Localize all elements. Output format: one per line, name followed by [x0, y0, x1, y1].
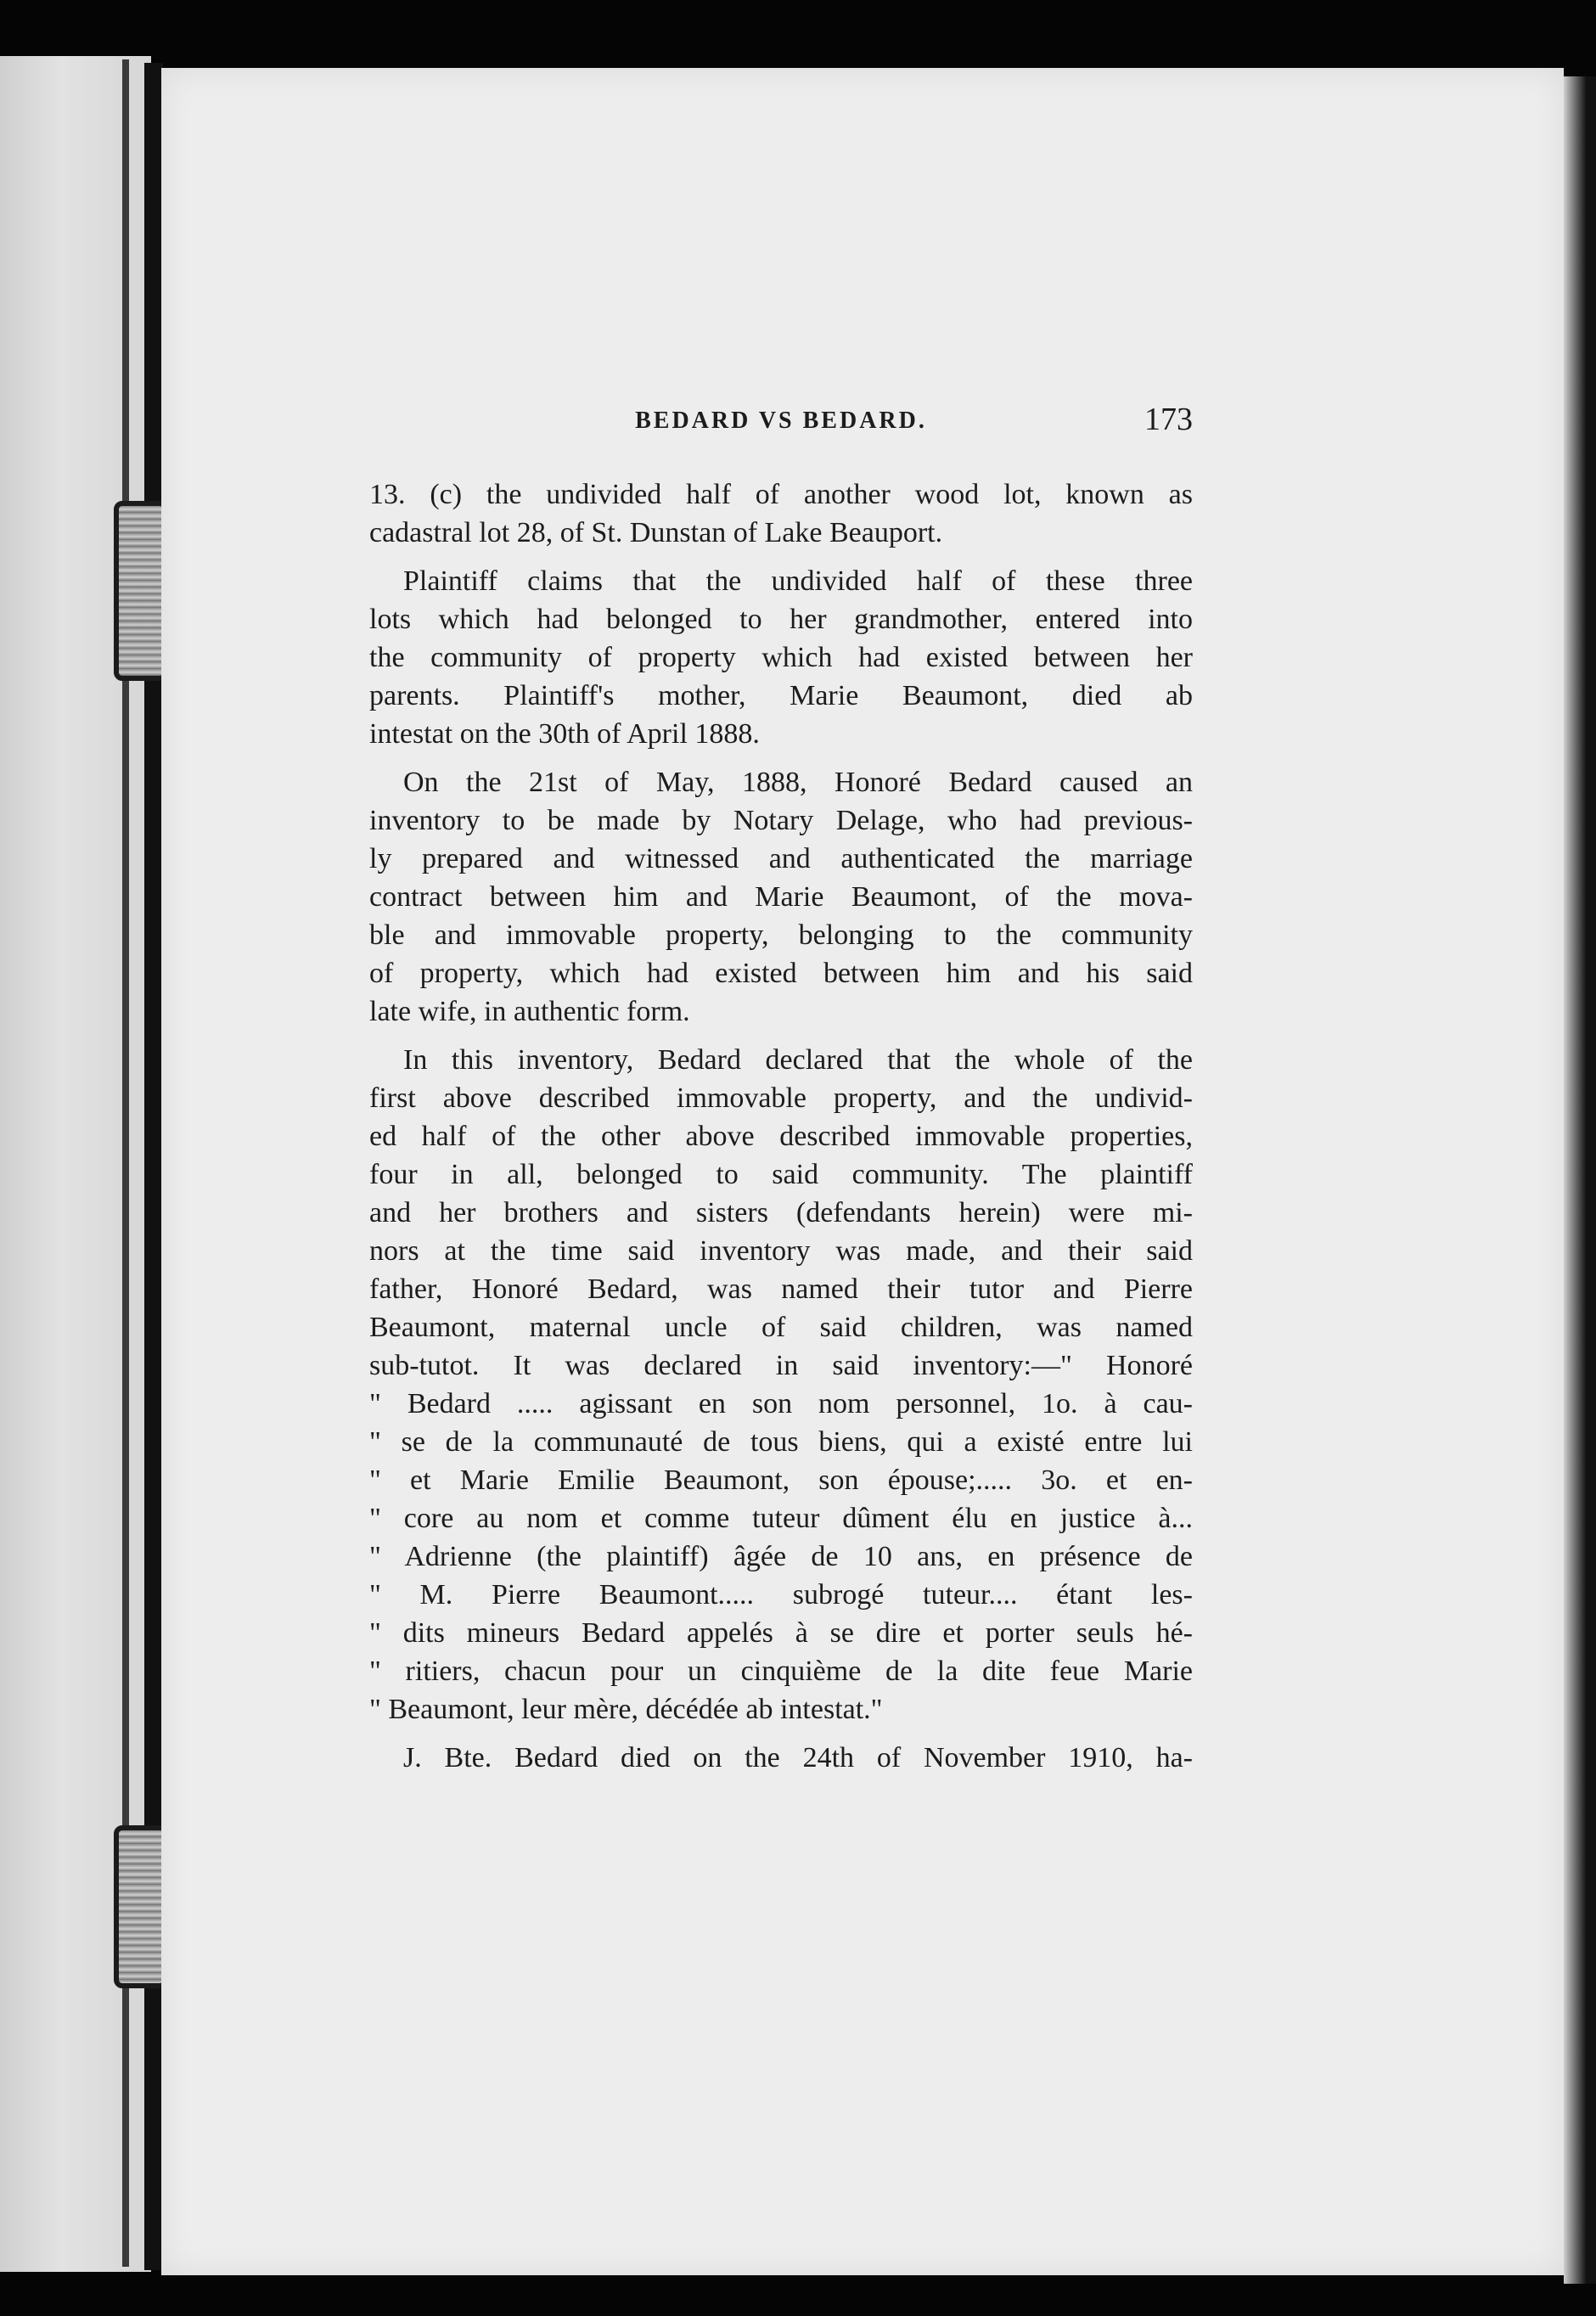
- page-right-edge: [1564, 76, 1596, 2284]
- text-line: J. Bte. Bedard died on the 24th of November 1910, ha-: [403, 1742, 1193, 1774]
- binding-clip-top: [114, 501, 168, 681]
- running-header: [369, 399, 1193, 450]
- text-line: late wife, in authentic form.: [369, 996, 690, 1027]
- text-line: first above described immovable property, and the undivid-: [369, 1082, 1193, 1114]
- text-line: " Adrienne (the plaintiff) âgée de 10 ans, en présence de: [369, 1541, 1193, 1572]
- text-line: of property, which had existed between him and his said: [369, 958, 1193, 989]
- text-line: " se de la communauté de tous biens, qui a existé entre lui: [369, 1426, 1193, 1458]
- text-line: " Bedard ..... agissant en son nom personnel, 1o. à cau-: [369, 1388, 1193, 1419]
- text-line: In this inventory, Bedard declared that the whole of the: [403, 1044, 1193, 1076]
- text-line: inventory to be made by Notary Delage, who had previous-: [369, 805, 1193, 836]
- text-line: and her brothers and sisters (defendants herein) were mi-: [369, 1197, 1193, 1228]
- text-line: nors at the time said inventory was made, and their said: [369, 1235, 1193, 1267]
- binding-clip-bottom: [114, 1825, 168, 1988]
- text-line: " Beaumont, leur mère, décédée ab intestat.": [369, 1694, 883, 1725]
- text-line: lots which had belonged to her grandmother, entered into: [369, 604, 1193, 635]
- page-number: 173: [1144, 402, 1193, 437]
- text-line: 13. (c) the undivided half of another wood lot, known as: [369, 479, 1193, 510]
- text-line: On the 21st of May, 1888, Honoré Bedard caused an: [403, 767, 1193, 798]
- text-line: four in all, belonged to said community. The plaintiff: [369, 1159, 1193, 1190]
- text-line: ly prepared and witnessed and authenticated the marriage: [369, 843, 1193, 874]
- text-line: ble and immovable property, belonging to the community: [369, 919, 1193, 951]
- text-line: father, Honoré Bedard, was named their tutor and Pierre: [369, 1273, 1193, 1305]
- text-line: parents. Plaintiff's mother, Marie Beaumont, died ab: [369, 680, 1193, 711]
- text-line: cadastral lot 28, of St. Dunstan of Lake Beauport.: [369, 517, 943, 548]
- text-line: intestat on the 30th of April 1888.: [369, 718, 760, 750]
- text-line: " core au nom et comme tuteur dûment élu en justice à...: [369, 1503, 1193, 1534]
- running-title: BEDARD VS BEDARD.: [635, 408, 927, 434]
- text-line: " M. Pierre Beaumont..... subrogé tuteur.... étant les-: [369, 1579, 1193, 1611]
- text-line: " dits mineurs Bedard appelés à se dire et porter seuls hé-: [369, 1617, 1193, 1649]
- text-line: contract between him and Marie Beaumont, of the mova-: [369, 881, 1193, 913]
- text-line: the community of property which had existed between her: [369, 642, 1193, 673]
- text-line: sub-tutot. It was declared in said inventory:—" Honoré: [369, 1350, 1193, 1381]
- text-line: Plaintiff claims that the undivided half of these three: [403, 565, 1193, 597]
- page-text-block: [369, 399, 1193, 1777]
- text-line: " ritiers, chacun pour un cinquième de la dite feue Marie: [369, 1655, 1193, 1687]
- text-line: Beaumont, maternal uncle of said children, was named: [369, 1312, 1193, 1343]
- text-line: " et Marie Emilie Beaumont, son épouse;..... 3o. et en-: [369, 1464, 1193, 1496]
- text-line: ed half of the other above described immovable properties,: [369, 1121, 1193, 1152]
